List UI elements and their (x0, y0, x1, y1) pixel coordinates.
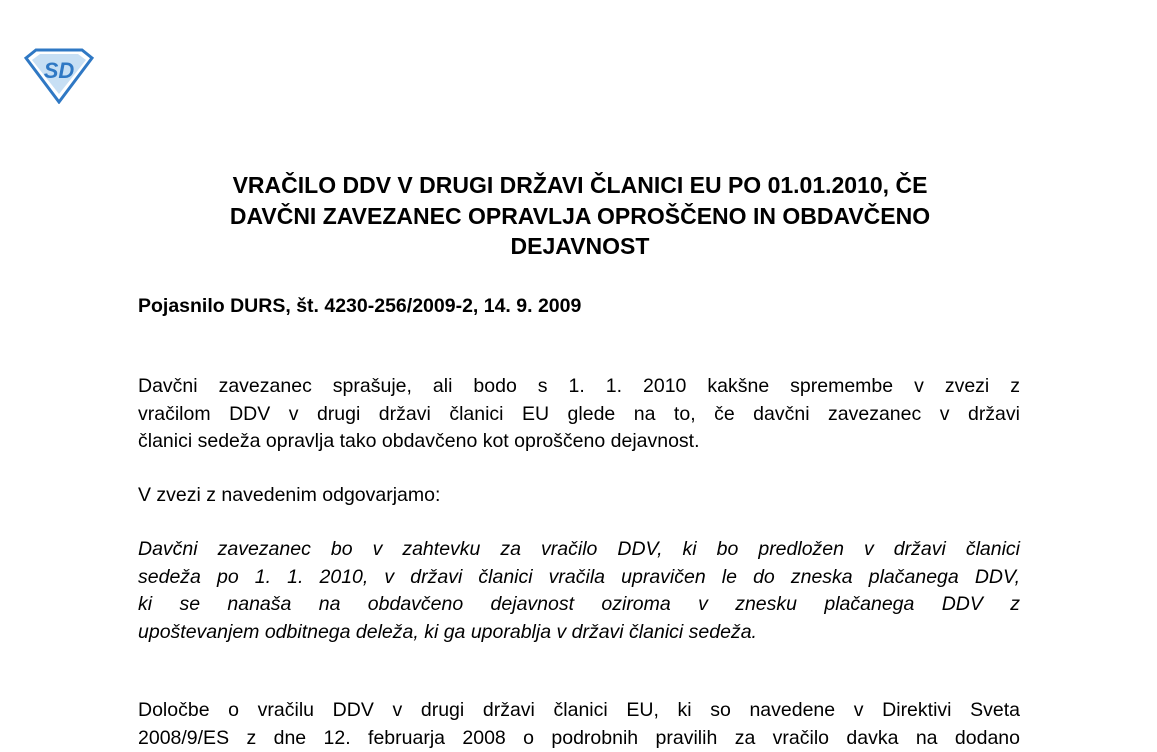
logo-text: SD (44, 58, 75, 83)
provisions-paragraph (138, 697, 1020, 752)
paragraph-line: 2008/9/ES z dne 12. februarja 2008 o podrobnih pravilih za vračilo davka na dodano (138, 725, 1020, 752)
paragraph-line: Davčni zavezanec sprašuje, ali bodo s 1. 1. 2010 kakšne spremembe v zvezi z (138, 373, 1020, 401)
paragraph-line: upoštevanjem odbitnega deleža, ki ga uporablja v državi članici sedeža. (138, 619, 1020, 647)
paragraph-line: V zvezi z navedenim odgovarjamo: (138, 482, 1020, 510)
title-line: DAVČNI ZAVEZANEC OPRAVLJA OPROŠČENO IN OBDAVČENO (140, 201, 1020, 232)
answer-intro (138, 482, 1020, 510)
title-line: VRAČILO DDV V DRUGI DRŽAVI ČLANICI EU PO 01.01.2010, ČE (140, 170, 1020, 201)
paragraph-line: vračilom DDV v drugi državi članici EU glede na to, če davčni zavezanec v državi (138, 401, 1020, 429)
title-line: DEJAVNOST (140, 231, 1020, 262)
paragraph-line: Davčni zavezanec bo v zahtevku za vračilo DDV, ki bo predložen v državi članici (138, 536, 1020, 564)
answer-paragraph (138, 536, 1020, 646)
paragraph-line: sedeža po 1. 1. 2010, v državi članici vračila upravičen le do zneska plačanega DDV, (138, 564, 1020, 592)
paragraph-line: Določbe o vračilu DDV v drugi državi članici EU, ki so navedene v Direktivi Sveta (138, 697, 1020, 725)
paragraph-line: ki se nanaša na obdavčeno dejavnost oziroma v znesku plačanega DDV z (138, 591, 1020, 619)
paragraph-line: članici sedeža opravlja tako obdavčeno kot oproščeno dejavnost. (138, 428, 1020, 456)
document-title (140, 170, 1020, 262)
question-paragraph (138, 373, 1020, 456)
document-subtitle: Pojasnilo DURS, št. 4230-256/2009-2, 14. 9. 2009 (138, 295, 581, 318)
sd-shield-logo-icon (22, 48, 96, 104)
